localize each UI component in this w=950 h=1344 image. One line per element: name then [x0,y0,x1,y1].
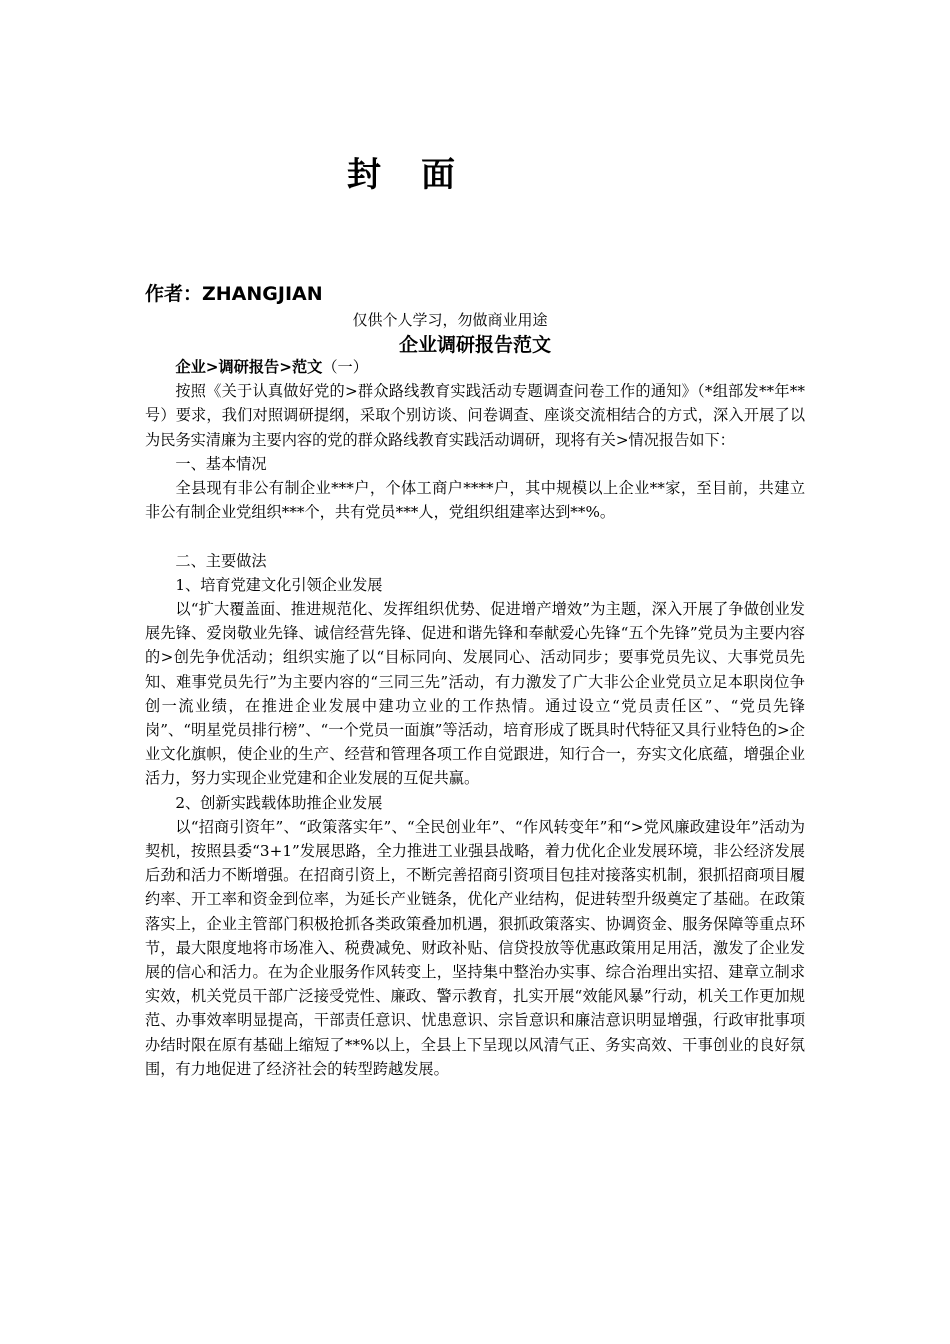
paragraph-intro: 按照《关于认真做好党的>群众路线教育实践活动专题调查问卷工作的通知》（*组部发**年**号）要求，我们对照调研提纲，采取个别访谈、问卷调查、座谈交流相结合的方式，深入开展了以为民务实清廉为主要内容的党的群众路线教育实践活动调研，现将有关>情况报告如下： [145,382,805,449]
section-heading-practices: 二、主要做法 [175,551,267,570]
document-subtitle [145,355,805,379]
section-heading-basic: 一、基本情况 [175,454,267,473]
subheading-culture: 1、培育党建文化引领企业发展 [175,575,383,594]
document-body [145,355,805,1081]
cover-title: 封面 [347,155,495,195]
document-title: 企业调研报告范文 [398,334,551,356]
paragraph-innovation: 以“招商引资年”、“政策落实年”、“全民创业年”、“作风转变年”和“>党风廉政建设年”活动为契机，按照县委“3+1”发展思路，全力推进工业强县战略，着力优化企业发展环境，非公经济发展后劲和活力不断增强。在招商引资上，不断完善招商引资项目包挂对接落实机制，狠抓招商项目履约率、开工率和资金到位率，为延长产业链条，优化产业结构，促进转型升级奠定了基础。在政策落实上，企业主管部门积极抢抓各类政策叠加机遇，狠抓政策落实、协调资金、服务保障等重点环节，最大限度地将市场准入、税费减免、财政补贴、信贷投放等优惠政策用足用活，激发了企业发展的信心和活力。在为企业服务作风转变上，坚持集中整治办实事、综合治理出实招、建章立制求实效，机关党员干部广泛接受党性、廉政、警示教育，扎实开展“效能风暴”行动，机关工作更加规范、办事效率明显提高，干部责任意识、忧患意识、宗旨意识和廉洁意识明显增强，行政审批事项办结时限在原有基础上缩短了**%以上，全县上下呈现以风清气正、务实高效、干事创业的良好氛围，有力地促进了经济社会的转型跨越发展。 [145,817,805,1078]
subtitle-bold: 企业>调研报告>范文 [175,358,323,376]
blank-line [145,524,805,548]
paragraph-basic: 全县现有非公有制企业***户，个体工商户****户，其中规模以上企业**家，至目前，共建立非公有制企业党组织***个，共有党员***人，党组织组建率达到**%。 [145,479,805,522]
subheading-innovation: 2、创新实践载体助推企业发展 [175,793,383,812]
paragraph-culture: 以“扩大覆盖面、推进规范化、发挥组织优势、促进增产增效”为主题，深入开展了争做创业发展先锋、爱岗敬业先锋、诚信经营先锋、促进和谐先锋和奉献爱心先锋“五个先锋”党员为主要内容的>创先争优活动；组织实施了以“目标同向、发展同心、活动同步；要事党员先议、大事党员先知、难事党员先行”为主要内容的“三同三先”活动，有力激发了广大非公企业党员立足本职岗位争创一流业绩，在推进企业发展中建功立业的工作热情。通过设立“党员责任区”、“党员先锋岗”、“明星党员排行榜”、“一个党员一面旗”等活动，培育形成了既具时代特征又具行业特色的>企业文化旗帜，使企业的生产、经营和管理各项工作自觉跟进，知行合一，夯实文化底蕴，增强企业活力，努力实现企业党建和企业发展的互促共赢。 [145,600,805,788]
subtitle-rest: （一） [322,358,368,376]
usage-notice: 仅供个人学习，勿做商业用途 [352,311,548,329]
author-line: 作者：ZHANGJIAN [145,283,323,305]
